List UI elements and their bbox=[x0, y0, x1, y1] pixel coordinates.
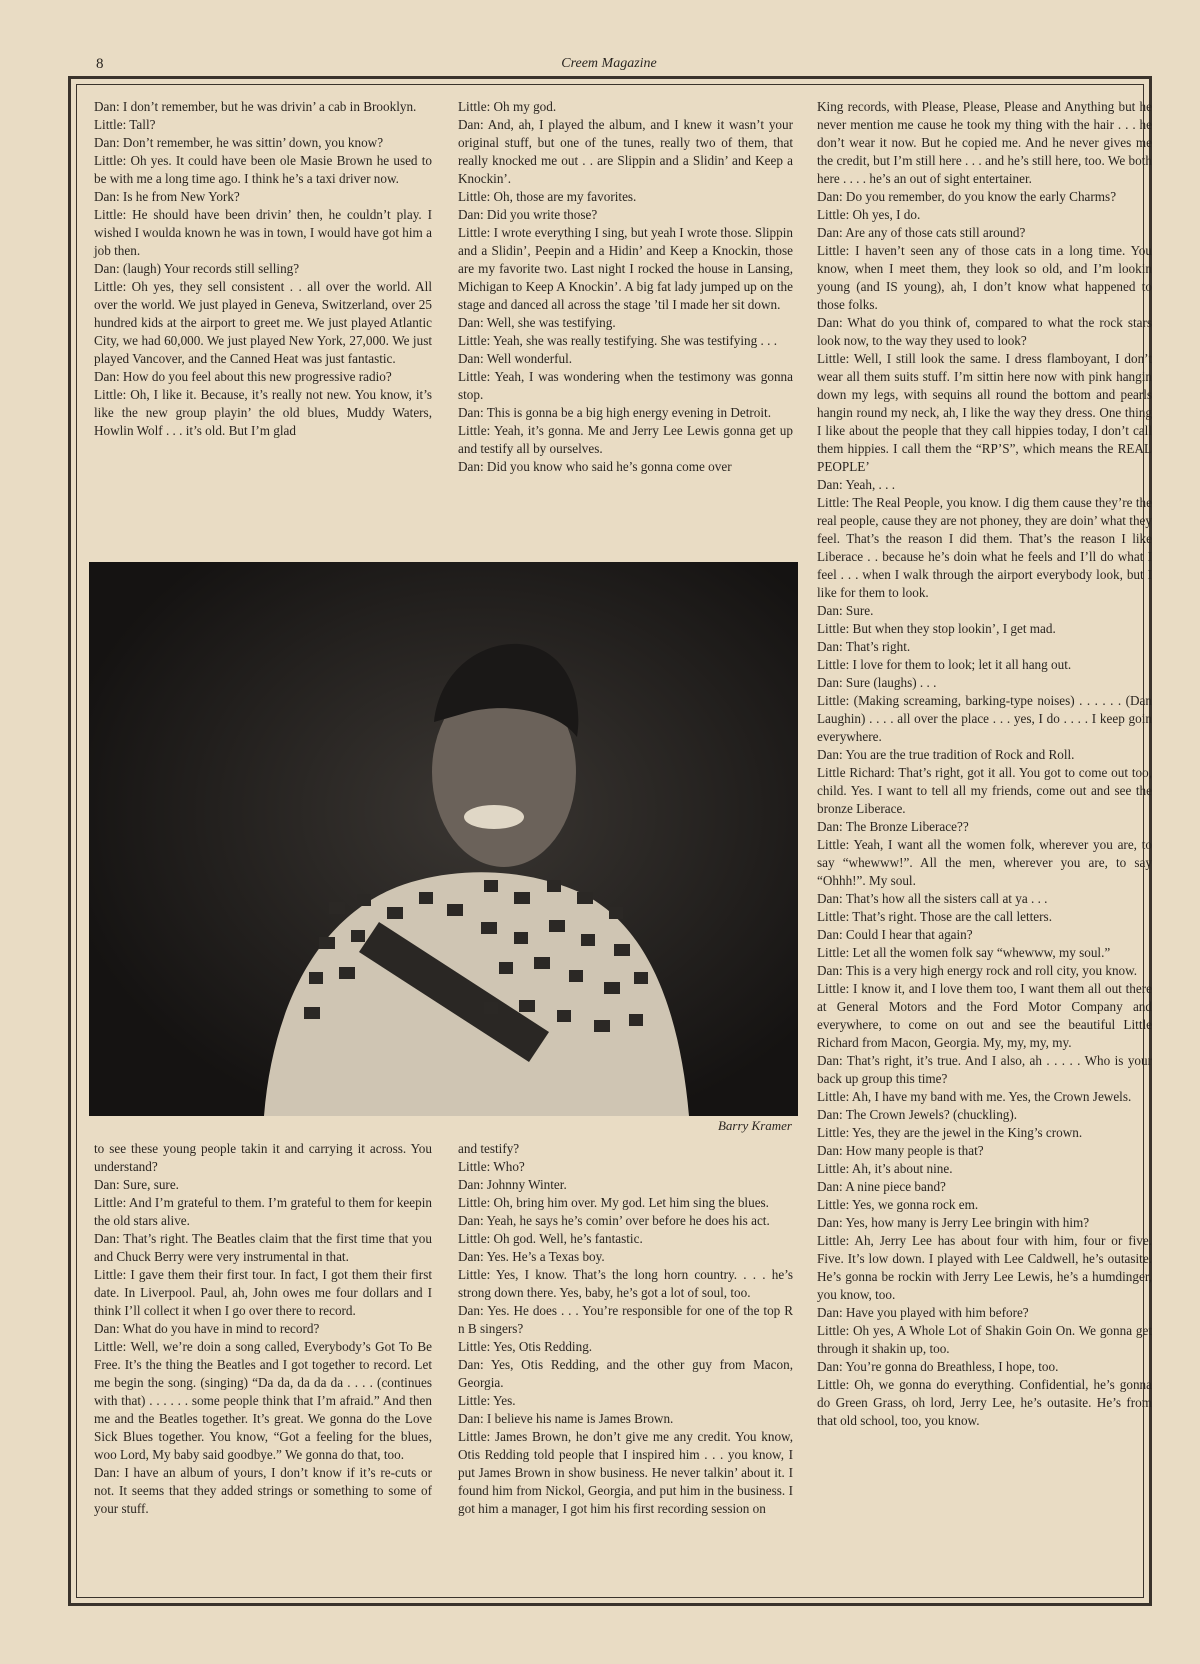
paragraph: Little: Oh god. Well, he’s fantastic. bbox=[458, 1231, 643, 1246]
paragraph: Dan: I believe his name is James Brown. bbox=[458, 1411, 674, 1426]
paragraph: Little: Yeah, I was wondering when the testimony was gonna stop. bbox=[458, 369, 793, 402]
paragraph: Dan: How do you feel about this new progressive radio? bbox=[94, 369, 392, 384]
paragraph: Dan: Did you know who said he’s gonna come over bbox=[458, 459, 732, 474]
paragraph: Little Richard: That’s right, got it all. You got to come out too, child. Yes. I want to tell all my friends, come out and see the bronze Liberace. bbox=[817, 765, 1152, 816]
paragraph: Dan: You’re gonna do Breathless, I hope, too. bbox=[817, 1359, 1059, 1374]
paragraph: Little: Yes, I know. That’s the long horn country. . . . he’s strong down there. Yes, baby, he’s got a lot of soul, too. bbox=[458, 1267, 793, 1300]
paragraph: Dan: That’s right, it’s true. And I also, ah . . . . . Who is your back up group this time? bbox=[817, 1053, 1152, 1086]
paragraph: Dan: Did you write those? bbox=[458, 207, 598, 222]
paragraph: Little: Ah, I have my band with me. Yes, the Crown Jewels. bbox=[817, 1089, 1132, 1104]
paragraph: Dan: That’s right. bbox=[817, 639, 911, 654]
paragraph: Little: I haven’t seen any of those cats in a long time. You know, when I meet them, they look so old, and I’m lookin young (and IS young), ah, I don’t know what happened to those folks. bbox=[817, 243, 1152, 312]
paragraph: Dan: How many people is that? bbox=[817, 1143, 984, 1158]
paragraph: Dan: Are any of those cats still around? bbox=[817, 225, 1026, 240]
paragraph: King records, with Please, Please, Please and Anything but he never mention me cause he took my thing with the hair . . . he don’t wear it now. But he copied me. And he never gives me the credit, but I’m still here . . . and he’s still here, too. We both here . . . . he’s an out of sight entertainer. bbox=[817, 99, 1152, 186]
paragraph: Little: Oh, we gonna do everything. Confidential, he’s gonna do Green Grass, oh lord, Jerry Lee, he’s outasite. He’s from that old school, too, you know. bbox=[817, 1377, 1152, 1428]
paragraph: Dan: Well, she was testifying. bbox=[458, 315, 616, 330]
paragraph: Dan: What do you think of, compared to what the rock stars look now, to the way they used to look? bbox=[817, 315, 1152, 348]
paragraph: Dan: Could I hear that again? bbox=[817, 927, 973, 942]
paragraph: Little: I wrote everything I sing, but yeah I wrote those. Slippin and a Slidin’, Peepin and a Hidin’ and Keep a Knockin, those are my favorite two. Last night I rocked the house in Lansing, Michigan to Keep A Knockin’. A big fat lady jumped up on the stage and danced all across the stage ’til I made her sit down. bbox=[458, 225, 793, 312]
paragraph: Dan: Sure (laughs) . . . bbox=[817, 675, 937, 690]
paragraph: Little: Oh yes, I do. bbox=[817, 207, 921, 222]
paragraph: Dan: Yes. He does . . . You’re responsible for one of the top R n B singers? bbox=[458, 1303, 793, 1336]
paragraph: Little: Yes, Otis Redding. bbox=[458, 1339, 593, 1354]
paragraph: Little: Oh my god. bbox=[458, 99, 557, 114]
paragraph: Little: Ah, Jerry Lee has about four with him, four or five. Five. It’s low down. I played with Lee Caldwell, he’s outasite. He’s gonna be rockin with Jerry Lee Lewis, he’s a humdinger, you know, too. bbox=[817, 1233, 1152, 1302]
paragraph: Dan: Yes, Otis Redding, and the other guy from Macon, Georgia. bbox=[458, 1357, 793, 1390]
paragraph: Little: Oh, I like it. Because, it’s really not new. You know, it’s like the new group playin’ the old blues, Muddy Waters, Howlin Wolf . . . it’s old. But I’m glad bbox=[94, 387, 432, 438]
page-header bbox=[68, 54, 1150, 76]
paragraph: Dan: This is a very high energy rock and roll city, you know. bbox=[817, 963, 1138, 978]
paragraph: Little: (Making screaming, barking-type noises) . . . . . . (Dan Laughin) . . . . all over the place . . . yes, I do . . . . I keep goin everywhere. bbox=[817, 693, 1152, 744]
paragraph: Dan: (laugh) Your records still selling? bbox=[94, 261, 300, 276]
photo-credit: Barry Kramer bbox=[717, 1118, 792, 1133]
paragraph: Dan: You are the true tradition of Rock and Roll. bbox=[817, 747, 1075, 762]
paragraph: Little: Who? bbox=[458, 1159, 525, 1174]
paragraph: Little: Tall? bbox=[94, 117, 156, 132]
column-e bbox=[458, 1140, 793, 1518]
paragraph: Dan: Sure, sure. bbox=[94, 1177, 179, 1192]
paragraph: Dan: Sure. bbox=[817, 603, 874, 618]
paragraph: Little: Oh yes, they sell consistent . . all over the world. All over the world. We just played in Geneva, Switzerland, over 25 hundred kids at the airport to greet me. We just played Atlantic City, we had 60,000. We just played New York, 27,000. We just played Vancover, and the Canned Heat was just fantastic. bbox=[94, 279, 432, 366]
paragraph: Dan: Yeah, . . . bbox=[817, 477, 896, 492]
paragraph: Dan: Have you played with him before? bbox=[817, 1305, 1029, 1320]
paragraph: Little: Oh yes. It could have been ole Masie Brown he used to be with me a long time ago. I think he’s a taxi driver now. bbox=[94, 153, 432, 186]
paragraph: Little: Yeah, she was really testifying. She was testifying . . . bbox=[458, 333, 778, 348]
paragraph: Dan: Don’t remember, he was sittin’ down, you know? bbox=[94, 135, 384, 150]
performer-photo bbox=[89, 562, 798, 1116]
paragraph: Dan: Yes. He’s a Texas boy. bbox=[458, 1249, 605, 1264]
paragraph: Little: Well, we’re doin a song called, Everybody’s Got To Be Free. It’s the thing the Beatles and I got together to record. Let me begin the song. (singing) “Da da, da da da . . . . (continues with that) . . . . . . some people think that I’m afraid.” And then me and the Beatles together. It’s great. We gonna do the Love Sick Blues together. You know, “Got a feeling for the blues, woo Lord, My baby said goodbye.” We gonna do that, too. bbox=[94, 1339, 432, 1462]
column-a bbox=[94, 98, 432, 440]
column-d bbox=[94, 1140, 432, 1518]
paragraph: Little: Yeah, I want all the women folk, wherever you are, to say “whewww!”. All the men, wherever you are, to say “Ohhh!”. My soul. bbox=[817, 837, 1152, 888]
paragraph: Little: Well, I still look the same. I dress flamboyant, I don’t wear all them suits stuff. I’m sittin here now with pink hangin down my legs, with sequins all round the bottom and pearls hangin round my neck, ah, I like the way they dress. One thing I like about the people that they call hippies today, I don’t call them hippies. I call them the “RP’S”, which means the REAL PEOPLE’ bbox=[817, 351, 1152, 474]
paragraph: Little: He should have been drivin’ then, he couldn’t play. I wished I woulda known he was in town, I would have got him a job then. bbox=[94, 207, 432, 258]
paragraph: Little: Oh yes, A Whole Lot of Shakin Goin On. We gonna get through it shakin up, too. bbox=[817, 1323, 1152, 1356]
paragraph: Little: Let all the women folk say “whewww, my soul.” bbox=[817, 945, 1111, 960]
paragraph: Dan: Yeah, he says he’s comin’ over before he does his act. bbox=[458, 1213, 770, 1228]
paragraph: Little: The Real People, you know. I dig them cause they’re the real people, cause they are not phoney, they are doin’ what they feel. That’s the reason I did them. That’s the reason I like Liberace . . because he’s doin what he feels and I’ll do what I feel . . . when I walk through the airport everybody look, but I like for them to look. bbox=[817, 495, 1152, 600]
paragraph: Dan: The Bronze Liberace?? bbox=[817, 819, 969, 834]
paragraph: Little: Yes, we gonna rock em. bbox=[817, 1197, 979, 1212]
paragraph: Dan: That’s right. The Beatles claim that the first time that you and Chuck Berry were very instrumental in that. bbox=[94, 1231, 432, 1264]
paragraph: Little: Yes. bbox=[458, 1393, 516, 1408]
column-b bbox=[458, 98, 793, 476]
paragraph: Dan: The Crown Jewels? (chuckling). bbox=[817, 1107, 1018, 1122]
paragraph: Little: Ah, it’s about nine. bbox=[817, 1161, 953, 1176]
paragraph: Dan: What do you have in mind to record? bbox=[94, 1321, 320, 1336]
paragraph: Dan: Yes, how many is Jerry Lee bringin with him? bbox=[817, 1215, 1090, 1230]
paragraph: Dan: I have an album of yours, I don’t know if it’s re-cuts or not. It seems that they added strings or something to some of your stuff. bbox=[94, 1465, 432, 1516]
paragraph: Little: Yeah, it’s gonna. Me and Jerry Lee Lewis gonna get up and testify all by ourselves. bbox=[458, 423, 793, 456]
magazine-title: Creem Magazine bbox=[561, 56, 657, 71]
paragraph: Little: Yes, they are the jewel in the King’s crown. bbox=[817, 1125, 1083, 1140]
photo bbox=[89, 562, 798, 1116]
paragraph: Little: That’s right. Those are the call letters. bbox=[817, 909, 1052, 924]
paragraph: Dan: Well wonderful. bbox=[458, 351, 573, 366]
paragraph: to see these young people takin it and carrying it across. You understand? bbox=[94, 1141, 432, 1174]
page-number: 8 bbox=[96, 56, 104, 72]
paragraph: Little: And I’m grateful to them. I’m grateful to them for keepin the old stars alive. bbox=[94, 1195, 432, 1228]
paragraph: Little: I love for them to look; let it all hang out. bbox=[817, 657, 1072, 672]
paragraph: Dan: A nine piece band? bbox=[817, 1179, 946, 1194]
paragraph: Dan: And, ah, I played the album, and I knew it wasn’t your original stuff, but one of the tunes, really two of them, that really knocked me out . . are Slippin and a Slidin’ and Keep a Knockin’. bbox=[458, 117, 793, 186]
paragraph: Little: James Brown, he don’t give me any credit. You know, Otis Redding told people that I inspired him . . . you know, I put James Brown in show business. He never talkin’ about it. I found him from Nickol, Georgia, and put him in the business. I got him a manager, I got him his first recording session on bbox=[458, 1429, 793, 1516]
paragraph: Dan: Johnny Winter. bbox=[458, 1177, 567, 1192]
column-c bbox=[817, 98, 1152, 1430]
paragraph: Dan: That’s how all the sisters call at ya . . . bbox=[817, 891, 1048, 906]
paragraph: Little: I know it, and I love them too, I want them all out there at General Motors and the Ford Motor Company and everywhere, to come on out and see the beautiful Little Richard from Macon, Georgia. My, my, my, my. bbox=[817, 981, 1152, 1050]
paragraph: Dan: Do you remember, do you know the early Charms? bbox=[817, 189, 1117, 204]
paragraph: Dan: Is he from New York? bbox=[94, 189, 240, 204]
paragraph: Dan: This is gonna be a big high energy evening in Detroit. bbox=[458, 405, 772, 420]
paragraph: Little: But when they stop lookin’, I get mad. bbox=[817, 621, 1056, 636]
paragraph: and testify? bbox=[458, 1141, 520, 1156]
paragraph: Little: I gave them their first tour. In fact, I got them their first date. In Liverpool. Paul, ah, John owes me four dollars and I think I’ll collect it when I go over there to record. bbox=[94, 1267, 432, 1318]
paragraph: Dan: I don’t remember, but he was drivin’ a cab in Brooklyn. bbox=[94, 99, 417, 114]
paragraph: Little: Oh, those are my favorites. bbox=[458, 189, 637, 204]
paragraph: Little: Oh, bring him over. My god. Let him sing the blues. bbox=[458, 1195, 769, 1210]
